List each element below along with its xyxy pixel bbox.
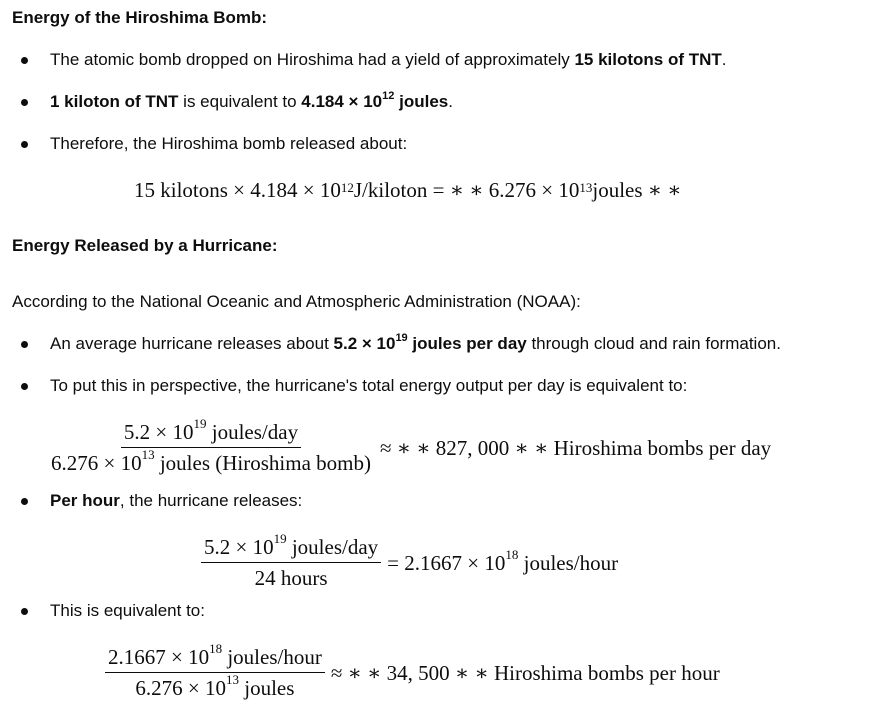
intro-paragraph: According to the National Oceanic and Atmospheric Administration (NOAA):: [12, 292, 581, 311]
numerator: $2.1667 \times 10^{18}$ joules/hour: [105, 644, 325, 673]
bullet-icon: [21, 141, 28, 148]
section-heading-hurricane: Energy Released by a Hurricane:: [12, 236, 278, 255]
fraction: [48, 416, 374, 476]
bullet-icon: [21, 57, 28, 64]
equation-result: ≈ ∗ ∗ 827, 000 ∗ ∗ Hiroshima bombs per day: [379, 435, 772, 460]
section-heading-hiroshima: Energy of the Hiroshima Bomb:: [12, 8, 268, 27]
equation-result: ≈ ∗ ∗ 34, 500 ∗ ∗ Hiroshima bombs per hour: [330, 660, 720, 685]
list-item-text: Therefore, the Hiroshima bomb released about:: [50, 134, 408, 153]
fraction: [201, 531, 381, 591]
list-item-text: An average hurricane releases about $5.2 \times 10^{19}$ joules per day through cloud and rain formation.: [50, 332, 781, 353]
denominator: 24 hours: [254, 566, 328, 590]
denominator: $6.276 \times 10^{13}$ joules: [135, 672, 295, 700]
bullet-icon: [21, 99, 28, 106]
equation-bombs-per-day: [48, 416, 772, 476]
list-item-text: Per hour, the hurricane releases:: [50, 491, 303, 510]
bullet-icon: [21, 383, 28, 390]
list-item-text: The atomic bomb dropped on Hiroshima had a yield of approximately 15 kilotons of TNT.: [50, 50, 727, 69]
denominator: $6.276 \times 10^{13}$ joules (Hiroshima bomb): [51, 447, 371, 475]
equation-joules-per-hour: [201, 531, 619, 591]
fraction: [105, 641, 325, 701]
bullet-icon: [21, 341, 28, 348]
bullet-icon: [21, 608, 28, 615]
numerator: $5.2 \times 10^{19}$ joules/day: [201, 534, 381, 563]
list-item-text: To put this in perspective, the hurricane's total energy output per day is equivalent to:: [50, 376, 688, 395]
equation-result: = $2.1667 \times 10^{18}$ joules/hour: [387, 546, 619, 575]
equation-bombs-per-hour: [105, 641, 720, 701]
list-item-text: 1 kiloton of TNT is equivalent to $4.184 \times 10^{12}$ joules.: [50, 90, 453, 111]
bullet-icon: [21, 498, 28, 505]
list-item-text: This is equivalent to:: [50, 601, 205, 620]
numerator: $5.2 \times 10^{19}$ joules/day: [121, 419, 301, 448]
equation-hiroshima-energy: 15 kilotons × 4.184 × 10 $^{12}$ J/kiloton = ∗ ∗ 6.276 × 10 $^{13}$ joules ∗ ∗: [134, 178, 682, 202]
